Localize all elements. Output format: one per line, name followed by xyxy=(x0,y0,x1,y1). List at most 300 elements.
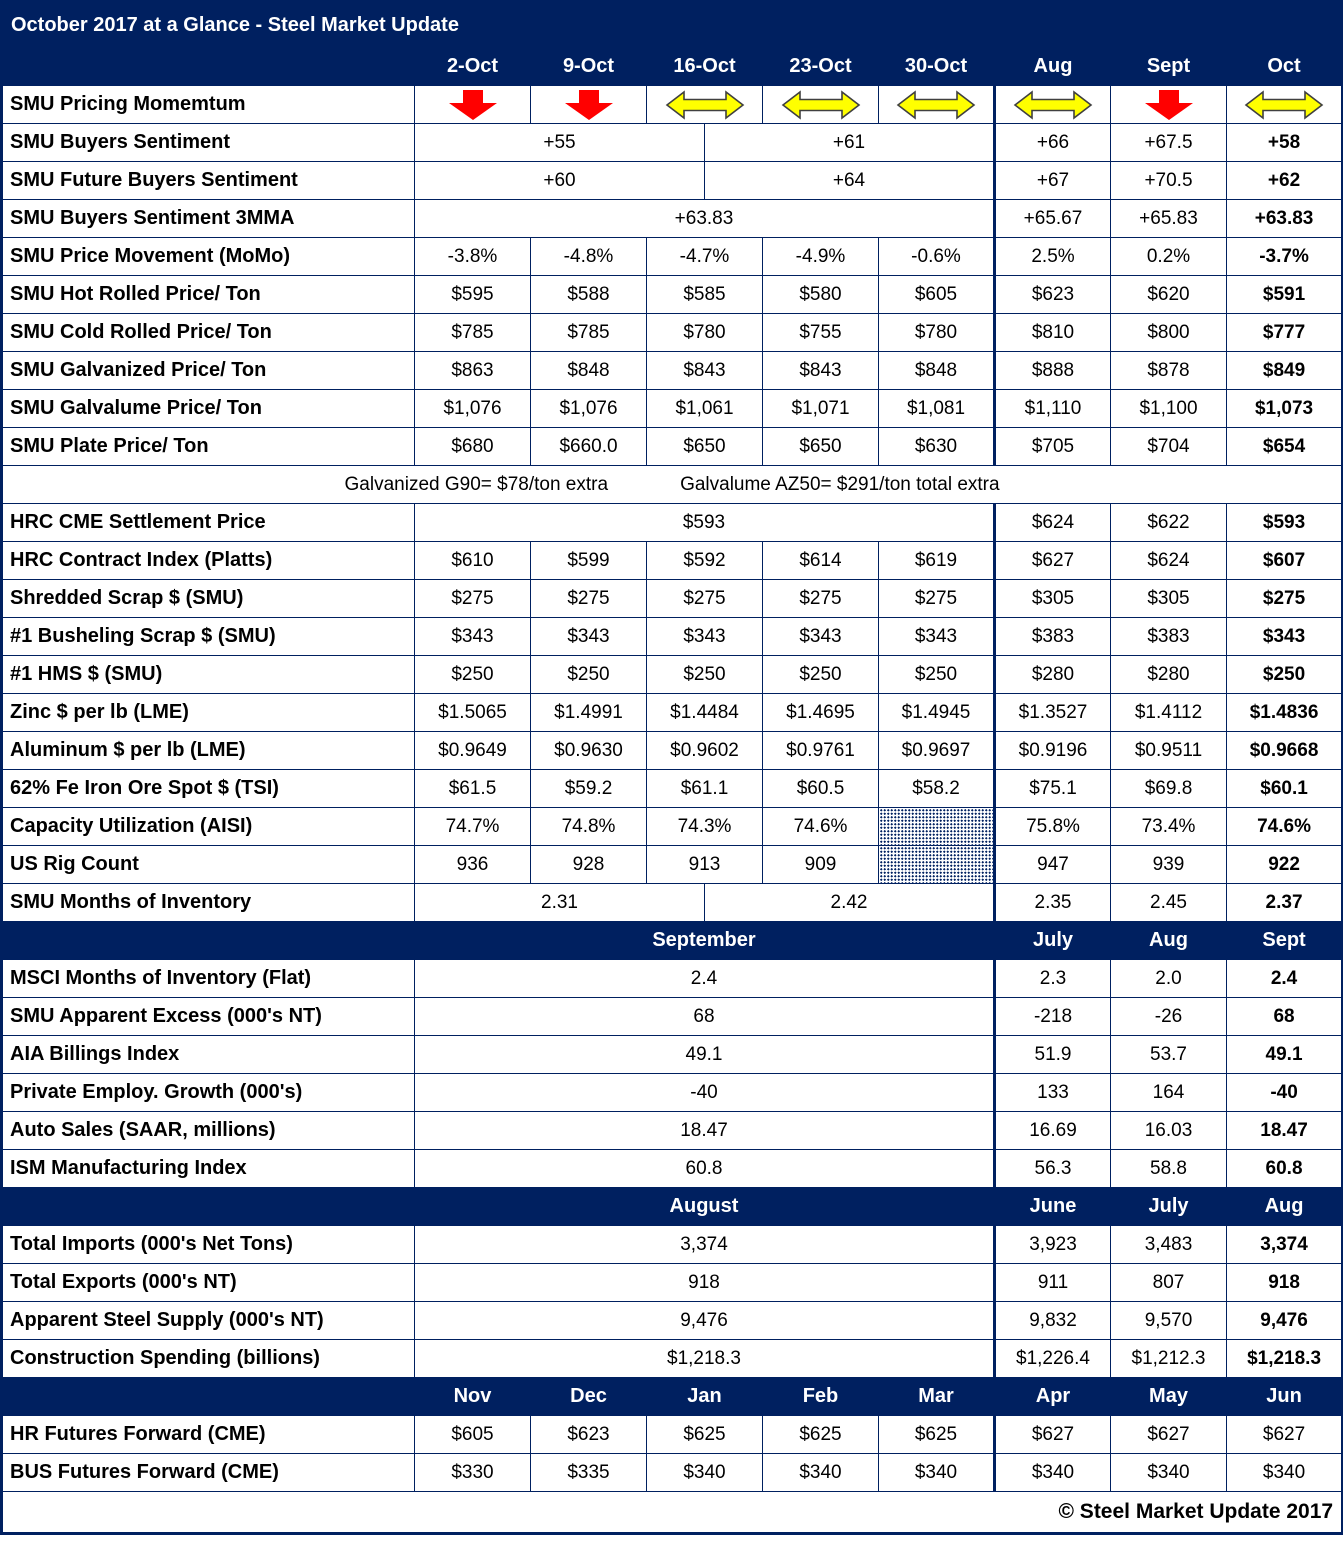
value-cell: +70.5 xyxy=(1111,162,1227,200)
data-row xyxy=(2,428,1343,466)
value-cell: 3,483 xyxy=(1111,1226,1227,1264)
note-texts xyxy=(5,474,1339,496)
row-label: Shredded Scrap $ (SMU) xyxy=(2,580,415,618)
value-cell: 3,374 xyxy=(415,1226,995,1264)
value-cell: $0.9602 xyxy=(647,732,763,770)
value-cell: $592 xyxy=(647,542,763,580)
value-cell: +58 xyxy=(1227,124,1343,162)
value-cell: +55 xyxy=(415,124,705,162)
value-cell: $340 xyxy=(879,1454,995,1492)
row-label: Aluminum $ per lb (LME) xyxy=(2,732,415,770)
yellow-double-arrow-icon xyxy=(995,86,1111,124)
data-row xyxy=(2,656,1343,694)
column-header-cell: Jan xyxy=(647,1378,763,1416)
value-cell: $627 xyxy=(995,542,1111,580)
data-row xyxy=(2,238,1343,276)
row-label: Construction Spending (billions) xyxy=(2,1340,415,1378)
value-cell: $0.9196 xyxy=(995,732,1111,770)
no-data-hatch-cell xyxy=(879,808,995,846)
value-cell: $588 xyxy=(531,276,647,314)
value-cell: $622 xyxy=(1111,504,1227,542)
value-cell: $383 xyxy=(1111,618,1227,656)
column-header-cell: 23-Oct xyxy=(763,48,879,86)
value-cell: $75.1 xyxy=(995,770,1111,808)
value-cell: $625 xyxy=(647,1416,763,1454)
data-row xyxy=(2,1264,1343,1302)
data-row xyxy=(2,580,1343,618)
column-header-cell: June xyxy=(995,1188,1111,1226)
column-header-cell: 2-Oct xyxy=(415,48,531,86)
value-cell: $848 xyxy=(531,352,647,390)
value-cell: 18.47 xyxy=(415,1112,995,1150)
value-cell: $280 xyxy=(1111,656,1227,694)
column-header-cell: Aug xyxy=(1227,1188,1343,1226)
red-down-arrow-icon xyxy=(415,86,531,124)
data-row xyxy=(2,352,1343,390)
data-row xyxy=(2,200,1343,238)
value-cell: $848 xyxy=(879,352,995,390)
value-cell: $340 xyxy=(1227,1454,1343,1492)
value-cell: 947 xyxy=(995,846,1111,884)
column-header-cell xyxy=(2,922,415,960)
value-cell: 2.4 xyxy=(1227,960,1343,998)
data-row xyxy=(2,998,1343,1036)
column-header-cell: July xyxy=(1111,1188,1227,1226)
value-cell: -4.8% xyxy=(531,238,647,276)
value-cell: 928 xyxy=(531,846,647,884)
value-cell: $275 xyxy=(647,580,763,618)
value-cell: 922 xyxy=(1227,846,1343,884)
value-cell: $595 xyxy=(415,276,531,314)
row-label: HRC Contract Index (Platts) xyxy=(2,542,415,580)
column-header-cell: Aug xyxy=(995,48,1111,86)
value-cell: $1,076 xyxy=(415,390,531,428)
row-label: Zinc $ per lb (LME) xyxy=(2,694,415,732)
data-row xyxy=(2,960,1343,998)
column-header-row xyxy=(2,48,1343,86)
value-cell: $343 xyxy=(647,618,763,656)
value-cell: $1.4991 xyxy=(531,694,647,732)
value-cell: $340 xyxy=(1111,1454,1227,1492)
value-cell: +62 xyxy=(1227,162,1343,200)
value-cell: $61.1 xyxy=(647,770,763,808)
value-cell: $250 xyxy=(879,656,995,694)
value-cell: $343 xyxy=(763,618,879,656)
value-cell: +60 xyxy=(415,162,705,200)
value-cell: $630 xyxy=(879,428,995,466)
value-cell: $785 xyxy=(415,314,531,352)
data-row xyxy=(2,1150,1343,1188)
value-cell: $705 xyxy=(995,428,1111,466)
column-header-cell xyxy=(2,1378,415,1416)
row-label: SMU Pricing Momemtum xyxy=(2,86,415,124)
value-cell: $275 xyxy=(879,580,995,618)
value-cell: $250 xyxy=(1227,656,1343,694)
value-cell: $250 xyxy=(415,656,531,694)
value-cell: +63.83 xyxy=(1227,200,1343,238)
data-row xyxy=(2,808,1343,846)
value-cell: $335 xyxy=(531,1454,647,1492)
row-label: Total Exports (000's NT) xyxy=(2,1264,415,1302)
value-cell: 2.45 xyxy=(1111,884,1227,922)
value-cell: $593 xyxy=(1227,504,1343,542)
value-cell: 2.42 xyxy=(705,884,995,922)
value-cell: $59.2 xyxy=(531,770,647,808)
value-cell: $1.4484 xyxy=(647,694,763,732)
value-cell: 9,476 xyxy=(415,1302,995,1340)
value-cell: 74.3% xyxy=(647,808,763,846)
value-cell: $607 xyxy=(1227,542,1343,580)
column-header-cell: Dec xyxy=(531,1378,647,1416)
value-cell: $623 xyxy=(995,276,1111,314)
value-cell: $777 xyxy=(1227,314,1343,352)
value-cell: $58.2 xyxy=(879,770,995,808)
value-cell: $275 xyxy=(763,580,879,618)
value-cell: $627 xyxy=(995,1416,1111,1454)
value-cell: 807 xyxy=(1111,1264,1227,1302)
value-cell: $305 xyxy=(995,580,1111,618)
value-cell: 939 xyxy=(1111,846,1227,884)
value-cell: $1,061 xyxy=(647,390,763,428)
row-label: SMU Buyers Sentiment xyxy=(2,124,415,162)
data-row xyxy=(2,276,1343,314)
value-cell: 133 xyxy=(995,1074,1111,1112)
row-label: Apparent Steel Supply (000's NT) xyxy=(2,1302,415,1340)
value-cell: $605 xyxy=(879,276,995,314)
row-label: SMU Months of Inventory xyxy=(2,884,415,922)
value-cell: $250 xyxy=(763,656,879,694)
value-cell: +65.67 xyxy=(995,200,1111,238)
value-cell: 2.37 xyxy=(1227,884,1343,922)
galvalume-extra-note: Galvalume AZ50= $291/ton total extra xyxy=(680,473,1000,495)
value-cell: $624 xyxy=(995,504,1111,542)
column-header-cell: Oct xyxy=(1227,48,1343,86)
column-header-cell: Sept xyxy=(1227,922,1343,960)
value-cell: 9,476 xyxy=(1227,1302,1343,1340)
footer-row xyxy=(2,1492,1343,1534)
value-cell: +67 xyxy=(995,162,1111,200)
value-cell: $0.9697 xyxy=(879,732,995,770)
row-label: 62% Fe Iron Ore Spot $ (TSI) xyxy=(2,770,415,808)
value-cell: 74.6% xyxy=(763,808,879,846)
value-cell: 913 xyxy=(647,846,763,884)
value-cell: $60.1 xyxy=(1227,770,1343,808)
value-cell: $1,100 xyxy=(1111,390,1227,428)
value-cell: -218 xyxy=(995,998,1111,1036)
row-label: HRC CME Settlement Price xyxy=(2,504,415,542)
value-cell: $69.8 xyxy=(1111,770,1227,808)
value-cell: 49.1 xyxy=(415,1036,995,1074)
row-label: Capacity Utilization (AISI) xyxy=(2,808,415,846)
copyright-text: © Steel Market Update 2017 xyxy=(2,1492,1343,1534)
value-cell: $275 xyxy=(531,580,647,618)
value-cell: $1.3527 xyxy=(995,694,1111,732)
value-cell: $383 xyxy=(995,618,1111,656)
value-cell: -40 xyxy=(1227,1074,1343,1112)
section-header-row xyxy=(2,922,1343,960)
value-cell: $343 xyxy=(415,618,531,656)
value-cell: $593 xyxy=(415,504,995,542)
red-down-arrow-icon xyxy=(531,86,647,124)
row-label: SMU Galvalume Price/ Ton xyxy=(2,390,415,428)
value-cell: $1.4836 xyxy=(1227,694,1343,732)
market-table-body xyxy=(2,2,1343,1534)
value-cell: 56.3 xyxy=(995,1150,1111,1188)
value-cell: $0.9668 xyxy=(1227,732,1343,770)
value-cell: $650 xyxy=(763,428,879,466)
value-cell: $1.4945 xyxy=(879,694,995,732)
data-row xyxy=(2,884,1343,922)
yellow-double-arrow-icon xyxy=(879,86,995,124)
value-cell: 68 xyxy=(415,998,995,1036)
column-header-row xyxy=(2,1378,1343,1416)
value-cell: 2.4 xyxy=(415,960,995,998)
value-cell: $340 xyxy=(647,1454,763,1492)
row-label: SMU Future Buyers Sentiment xyxy=(2,162,415,200)
value-cell: +67.5 xyxy=(1111,124,1227,162)
data-row xyxy=(2,86,1343,124)
value-cell: $785 xyxy=(531,314,647,352)
value-cell: 164 xyxy=(1111,1074,1227,1112)
value-cell: $61.5 xyxy=(415,770,531,808)
value-cell: $878 xyxy=(1111,352,1227,390)
column-header-cell: Aug xyxy=(1111,922,1227,960)
value-cell: $843 xyxy=(763,352,879,390)
value-cell: 0.2% xyxy=(1111,238,1227,276)
data-row xyxy=(2,618,1343,656)
value-cell: 51.9 xyxy=(995,1036,1111,1074)
value-cell: -3.7% xyxy=(1227,238,1343,276)
value-cell: $800 xyxy=(1111,314,1227,352)
row-label: US Rig Count xyxy=(2,846,415,884)
data-row xyxy=(2,1074,1343,1112)
value-cell: -0.6% xyxy=(879,238,995,276)
value-cell: $780 xyxy=(647,314,763,352)
value-cell: $810 xyxy=(995,314,1111,352)
row-label: Private Employ. Growth (000's) xyxy=(2,1074,415,1112)
value-cell: 2.0 xyxy=(1111,960,1227,998)
value-cell: $627 xyxy=(1111,1416,1227,1454)
value-cell: 16.69 xyxy=(995,1112,1111,1150)
data-row xyxy=(2,1340,1343,1378)
column-header-cell: 9-Oct xyxy=(531,48,647,86)
value-cell: 73.4% xyxy=(1111,808,1227,846)
value-cell: $660.0 xyxy=(531,428,647,466)
value-cell: 18.47 xyxy=(1227,1112,1343,1150)
value-cell: $1.4112 xyxy=(1111,694,1227,732)
data-row xyxy=(2,732,1343,770)
value-cell: $624 xyxy=(1111,542,1227,580)
value-cell: $330 xyxy=(415,1454,531,1492)
column-header-cell: May xyxy=(1111,1378,1227,1416)
value-cell: -4.9% xyxy=(763,238,879,276)
value-cell: $849 xyxy=(1227,352,1343,390)
value-cell: 74.7% xyxy=(415,808,531,846)
column-header-cell: September xyxy=(415,922,995,960)
value-cell: $275 xyxy=(1227,580,1343,618)
value-cell: 68 xyxy=(1227,998,1343,1036)
value-cell: $1.4695 xyxy=(763,694,879,732)
value-cell: $1,218.3 xyxy=(1227,1340,1343,1378)
value-cell: 2.35 xyxy=(995,884,1111,922)
value-cell: 58.8 xyxy=(1111,1150,1227,1188)
data-row xyxy=(2,1454,1343,1492)
value-cell: $250 xyxy=(647,656,763,694)
value-cell: $305 xyxy=(1111,580,1227,618)
value-cell: +66 xyxy=(995,124,1111,162)
row-label: SMU Cold Rolled Price/ Ton xyxy=(2,314,415,352)
data-row xyxy=(2,314,1343,352)
value-cell: 936 xyxy=(415,846,531,884)
data-row xyxy=(2,542,1343,580)
value-cell: $755 xyxy=(763,314,879,352)
value-cell: $1,076 xyxy=(531,390,647,428)
value-cell: 3,374 xyxy=(1227,1226,1343,1264)
data-row xyxy=(2,694,1343,732)
value-cell: 74.8% xyxy=(531,808,647,846)
value-cell: $585 xyxy=(647,276,763,314)
value-cell: $619 xyxy=(879,542,995,580)
value-cell: 60.8 xyxy=(1227,1150,1343,1188)
value-cell: $888 xyxy=(995,352,1111,390)
row-label: HR Futures Forward (CME) xyxy=(2,1416,415,1454)
value-cell: $620 xyxy=(1111,276,1227,314)
column-header-cell xyxy=(2,48,415,86)
yellow-double-arrow-icon xyxy=(1227,86,1343,124)
value-cell: $1,218.3 xyxy=(415,1340,995,1378)
value-cell: $343 xyxy=(1227,618,1343,656)
value-cell: -26 xyxy=(1111,998,1227,1036)
yellow-double-arrow-icon xyxy=(647,86,763,124)
column-header-cell: Nov xyxy=(415,1378,531,1416)
data-row xyxy=(2,846,1343,884)
value-cell: $0.9630 xyxy=(531,732,647,770)
column-header-cell: Apr xyxy=(995,1378,1111,1416)
value-cell: 2.5% xyxy=(995,238,1111,276)
value-cell: -3.8% xyxy=(415,238,531,276)
data-row xyxy=(2,390,1343,428)
value-cell: $627 xyxy=(1227,1416,1343,1454)
row-label: MSCI Months of Inventory (Flat) xyxy=(2,960,415,998)
value-cell: +63.83 xyxy=(415,200,995,238)
value-cell: $580 xyxy=(763,276,879,314)
value-cell: $0.9649 xyxy=(415,732,531,770)
value-cell: $343 xyxy=(879,618,995,656)
column-header-cell: Feb xyxy=(763,1378,879,1416)
column-header-cell xyxy=(2,1188,415,1226)
value-cell: +64 xyxy=(705,162,995,200)
value-cell: $0.9761 xyxy=(763,732,879,770)
value-cell: $780 xyxy=(879,314,995,352)
value-cell: $599 xyxy=(531,542,647,580)
value-cell: $610 xyxy=(415,542,531,580)
section-header-row xyxy=(2,1188,1343,1226)
data-row xyxy=(2,1036,1343,1074)
column-header-cell: August xyxy=(415,1188,995,1226)
value-cell: 2.3 xyxy=(995,960,1111,998)
row-label: SMU Buyers Sentiment 3MMA xyxy=(2,200,415,238)
value-cell: $680 xyxy=(415,428,531,466)
note-row xyxy=(2,466,1343,504)
page-title: October 2017 at a Glance - Steel Market Update xyxy=(2,2,1343,48)
value-cell: -40 xyxy=(415,1074,995,1112)
value-cell: $650 xyxy=(647,428,763,466)
value-cell: $1,071 xyxy=(763,390,879,428)
value-cell: $340 xyxy=(763,1454,879,1492)
value-cell: 918 xyxy=(1227,1264,1343,1302)
value-cell: $591 xyxy=(1227,276,1343,314)
row-label: SMU Galvanized Price/ Ton xyxy=(2,352,415,390)
value-cell: $605 xyxy=(415,1416,531,1454)
value-cell: $704 xyxy=(1111,428,1227,466)
value-cell: $1,073 xyxy=(1227,390,1343,428)
column-header-cell: 16-Oct xyxy=(647,48,763,86)
value-cell: $623 xyxy=(531,1416,647,1454)
value-cell: $1,081 xyxy=(879,390,995,428)
value-cell: $1,110 xyxy=(995,390,1111,428)
red-down-arrow-icon xyxy=(1111,86,1227,124)
no-data-hatch-cell xyxy=(879,846,995,884)
data-row xyxy=(2,124,1343,162)
value-cell: $340 xyxy=(995,1454,1111,1492)
row-label: SMU Price Movement (MoMo) xyxy=(2,238,415,276)
data-row xyxy=(2,770,1343,808)
row-label: ISM Manufacturing Index xyxy=(2,1150,415,1188)
value-cell: 2.31 xyxy=(415,884,705,922)
value-cell: $250 xyxy=(531,656,647,694)
value-cell: 53.7 xyxy=(1111,1036,1227,1074)
row-label: SMU Apparent Excess (000's NT) xyxy=(2,998,415,1036)
row-label: #1 HMS $ (SMU) xyxy=(2,656,415,694)
row-label: SMU Hot Rolled Price/ Ton xyxy=(2,276,415,314)
value-cell: $1,226.4 xyxy=(995,1340,1111,1378)
value-cell: $654 xyxy=(1227,428,1343,466)
value-cell: $614 xyxy=(763,542,879,580)
column-header-cell: Mar xyxy=(879,1378,995,1416)
value-cell: 75.8% xyxy=(995,808,1111,846)
data-row xyxy=(2,162,1343,200)
title-row xyxy=(2,2,1343,48)
value-cell: +65.83 xyxy=(1111,200,1227,238)
value-cell: 3,923 xyxy=(995,1226,1111,1264)
value-cell: $280 xyxy=(995,656,1111,694)
row-label: Auto Sales (SAAR, millions) xyxy=(2,1112,415,1150)
value-cell: $1.5065 xyxy=(415,694,531,732)
row-label: AIA Billings Index xyxy=(2,1036,415,1074)
yellow-double-arrow-icon xyxy=(763,86,879,124)
galvanized-extra-note: Galvanized G90= $78/ton extra xyxy=(344,473,609,495)
column-header-cell: Jun xyxy=(1227,1378,1343,1416)
value-cell: 60.8 xyxy=(415,1150,995,1188)
value-cell: -4.7% xyxy=(647,238,763,276)
value-cell: 918 xyxy=(415,1264,995,1302)
note-cell xyxy=(2,466,1343,504)
data-row xyxy=(2,504,1343,542)
data-row xyxy=(2,1416,1343,1454)
value-cell: $843 xyxy=(647,352,763,390)
value-cell: 9,832 xyxy=(995,1302,1111,1340)
column-header-cell: July xyxy=(995,922,1111,960)
value-cell: 909 xyxy=(763,846,879,884)
value-cell: $275 xyxy=(415,580,531,618)
row-label: #1 Busheling Scrap $ (SMU) xyxy=(2,618,415,656)
value-cell: 74.6% xyxy=(1227,808,1343,846)
value-cell: +61 xyxy=(705,124,995,162)
value-cell: $625 xyxy=(763,1416,879,1454)
row-label: BUS Futures Forward (CME) xyxy=(2,1454,415,1492)
value-cell: $343 xyxy=(531,618,647,656)
value-cell: $60.5 xyxy=(763,770,879,808)
